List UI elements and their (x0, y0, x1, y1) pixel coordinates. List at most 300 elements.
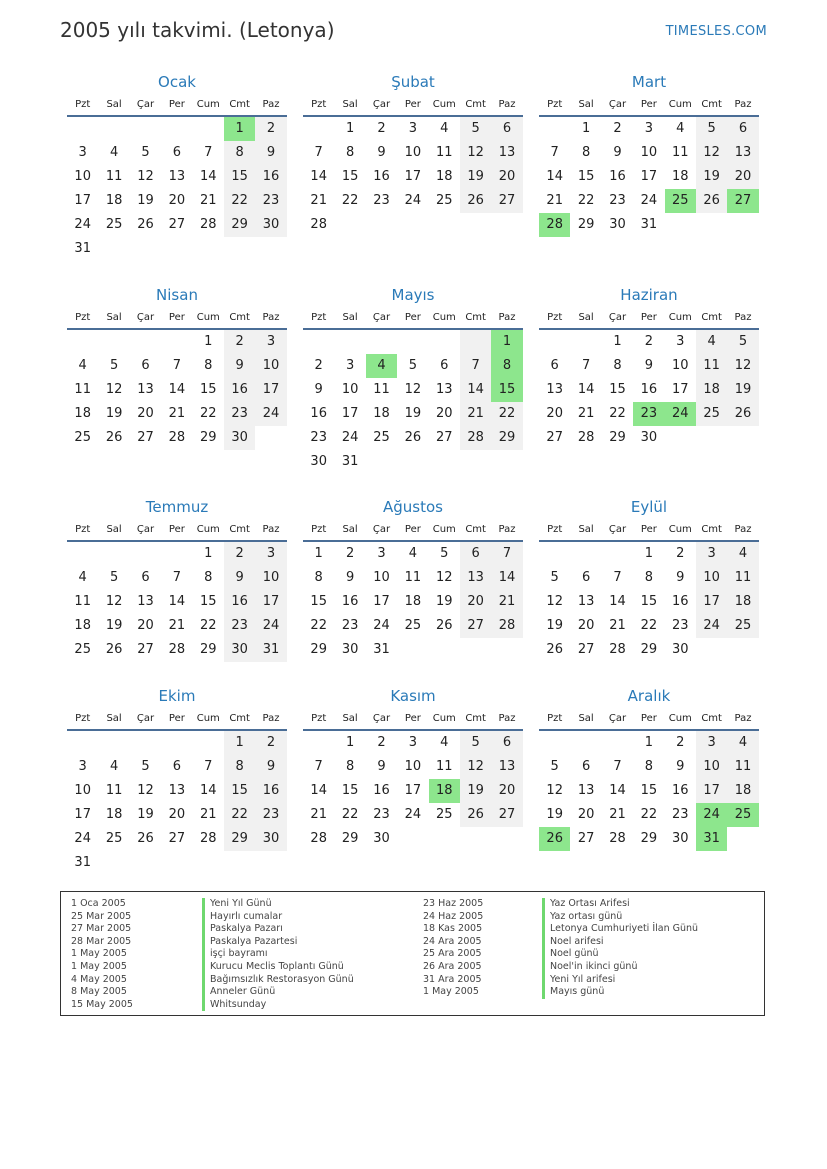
day-cell: 26 (105, 430, 123, 445)
day-cell: 23 (373, 807, 390, 822)
day-cell: 13 (137, 382, 154, 397)
day-cell: 2 (255, 731, 286, 755)
empty-cell (98, 117, 129, 141)
day-cell: 3 (408, 735, 417, 750)
month-calendar (539, 686, 759, 851)
empty-cell (539, 117, 570, 141)
day-cell: 14 (546, 169, 563, 184)
legend-date: 31 Ara 2005 (423, 973, 482, 985)
day-cell: 13 (460, 566, 491, 590)
weekday-header (303, 308, 523, 328)
legend-date: 23 Haz 2005 (423, 898, 484, 909)
weekday-label: Pzt (311, 312, 327, 323)
empty-cell (303, 330, 334, 354)
empty-cell (98, 330, 129, 354)
day-cell: 7 (204, 145, 213, 160)
day-cell: 9 (314, 382, 323, 397)
day-cell: 10 (74, 169, 91, 184)
day-cell: 26 (137, 831, 154, 846)
month-name: Şubat (391, 73, 435, 91)
empty-cell (98, 237, 129, 261)
day-cell: 25 (696, 402, 727, 426)
legend-holiday-name: Noel'in ikinci günü (542, 961, 698, 974)
day-cell: 7 (314, 145, 323, 160)
day-cell: 8 (644, 570, 653, 585)
day-cell: 9 (255, 141, 286, 165)
day-cell: 7 (460, 354, 491, 378)
day-cell: 2 (676, 546, 685, 561)
month-name: Mayıs (391, 286, 435, 304)
day-cell: 19 (546, 807, 563, 822)
legend-holiday-name: Paskalya Pazartesi (202, 936, 354, 949)
day-cell: 24 (696, 803, 727, 827)
legend-date: 1 May 2005 (423, 986, 479, 998)
day-cell: 12 (137, 783, 154, 798)
day-cell: 24 (74, 831, 91, 846)
legend-date: 8 May 2005 (71, 986, 127, 998)
day-cell: 17 (404, 169, 422, 184)
day-cell: 21 (168, 618, 186, 633)
weekday-header (303, 520, 523, 540)
day-cell: 8 (581, 145, 591, 160)
legend-date: 18 Kas 2005 (423, 923, 483, 935)
day-cell: 11 (727, 566, 758, 590)
day-cell: 17 (696, 779, 727, 803)
day-cell: 25 (74, 642, 91, 657)
day-cell: 4 (440, 735, 449, 750)
day-cell: 21 (546, 193, 563, 208)
day-cell: 23 (609, 193, 626, 208)
day-cell: 1 (224, 117, 255, 141)
empty-cell (366, 213, 397, 237)
day-cell: 19 (105, 406, 123, 421)
day-cell: 24 (255, 402, 286, 426)
day-cell: 22 (640, 807, 658, 822)
day-cell: 11 (74, 594, 91, 609)
day-cell: 7 (314, 759, 323, 774)
day-cell: 15 (341, 169, 359, 184)
empty-cell (303, 731, 334, 755)
day-cell: 18 (105, 807, 123, 822)
day-cell: 9 (224, 354, 255, 378)
day-cell: 9 (224, 566, 255, 590)
day-cell: 27 (491, 803, 522, 827)
empty-cell (665, 426, 696, 450)
day-cell: 5 (408, 358, 417, 373)
day-cell: 20 (137, 618, 154, 633)
day-cell: 23 (224, 614, 255, 638)
weekday-label: Per (640, 524, 657, 535)
day-cell: 13 (491, 755, 522, 779)
legend-holiday-name: Yeni Yıl arifesi (542, 974, 698, 987)
day-cell: 13 (168, 783, 186, 798)
day-cell: 11 (696, 354, 727, 378)
day-cell: 22 (310, 618, 327, 633)
weekday-label: Çar (608, 312, 627, 323)
day-grid (539, 731, 759, 851)
weekday-label: Paz (262, 312, 280, 323)
day-cell: 16 (341, 594, 359, 609)
day-cell: 28 (199, 831, 217, 846)
day-cell: 22 (577, 193, 595, 208)
empty-cell (98, 542, 129, 566)
day-cell: 29 (199, 430, 217, 445)
day-cell: 9 (644, 358, 653, 373)
day-cell: 27 (491, 189, 522, 213)
empty-cell (193, 237, 224, 261)
day-cell: 11 (435, 145, 453, 160)
day-grid (67, 542, 287, 662)
day-cell: 30 (310, 454, 327, 469)
day-cell: 4 (109, 759, 119, 774)
empty-cell (460, 827, 491, 851)
day-cell: 24 (404, 807, 422, 822)
empty-cell (727, 827, 758, 851)
day-cell: 27 (546, 430, 563, 445)
day-cell: 20 (491, 165, 522, 189)
month-name: Ağustos (383, 498, 443, 516)
day-cell: 14 (609, 594, 626, 609)
empty-cell (366, 450, 397, 474)
legend-date: 1 May 2005 (71, 948, 127, 960)
weekday-label: Çar (608, 524, 627, 535)
day-cell: 8 (345, 145, 355, 160)
empty-cell (570, 542, 601, 566)
weekday-label: Per (404, 524, 421, 535)
day-cell: 19 (137, 193, 154, 208)
month-name: Ocak (158, 73, 196, 91)
day-cell: 19 (696, 165, 727, 189)
day-cell: 12 (696, 141, 727, 165)
day-cell: 2 (377, 735, 386, 750)
day-cell: 5 (696, 117, 727, 141)
day-cell: 10 (640, 145, 658, 160)
weekday-label: Pzt (311, 713, 327, 724)
legend-holiday-name: Bağımsızlık Restorasyon Günü (202, 974, 354, 987)
day-cell: 1 (345, 735, 355, 750)
day-cell: 31 (74, 241, 91, 256)
weekday-label: Cmt (465, 312, 486, 323)
day-cell: 29 (577, 217, 595, 232)
day-cell: 27 (577, 642, 595, 657)
weekday-label: Cmt (701, 524, 722, 535)
day-cell: 10 (255, 566, 286, 590)
month-calendar (303, 497, 523, 662)
month-name: Temmuz (145, 498, 209, 516)
day-cell: 25 (727, 803, 758, 827)
empty-cell (727, 426, 758, 450)
day-cell: 1 (644, 735, 653, 750)
day-cell: 29 (640, 642, 658, 657)
legend-date: 28 Mar 2005 (71, 935, 132, 947)
weekday-label: Cum (432, 312, 456, 323)
day-cell: 16 (640, 382, 658, 397)
day-cell: 5 (109, 570, 119, 585)
day-cell: 2 (224, 542, 255, 566)
day-cell: 18 (105, 193, 123, 208)
day-cell: 20 (168, 193, 186, 208)
day-cell: 2 (255, 117, 286, 141)
day-cell: 23 (224, 402, 255, 426)
weekday-label: Çar (372, 312, 391, 323)
empty-cell (255, 851, 286, 875)
empty-cell (161, 117, 192, 141)
day-cell: 5 (141, 759, 150, 774)
day-cell: 12 (435, 570, 453, 585)
day-cell: 13 (137, 594, 154, 609)
weekday-label: Çar (136, 99, 155, 110)
day-cell: 18 (671, 169, 689, 184)
day-cell: 20 (577, 807, 595, 822)
empty-cell (303, 117, 334, 141)
day-cell: 13 (168, 169, 186, 184)
day-grid (303, 542, 523, 662)
day-cell: 14 (310, 783, 327, 798)
month-name: Nisan (156, 286, 198, 304)
day-cell: 9 (377, 759, 386, 774)
day-cell: 18 (435, 169, 453, 184)
day-cell: 15 (609, 382, 626, 397)
empty-cell (161, 851, 192, 875)
weekday-label: Pzt (75, 312, 91, 323)
day-cell: 17 (255, 378, 286, 402)
day-cell: 25 (435, 193, 453, 208)
day-cell: 31 (341, 454, 359, 469)
day-cell: 4 (440, 121, 449, 136)
holiday-legend (60, 891, 765, 1016)
legend-left-dates (71, 898, 133, 1011)
day-cell: 2 (345, 546, 355, 561)
day-cell: 17 (341, 406, 359, 421)
empty-cell (539, 731, 570, 755)
empty-cell (429, 330, 460, 354)
day-cell: 28 (310, 831, 327, 846)
day-cell: 25 (435, 807, 453, 822)
day-cell: 17 (404, 783, 422, 798)
day-cell: 22 (640, 618, 658, 633)
day-cell: 20 (460, 590, 491, 614)
month-name: Ekim (158, 687, 196, 705)
day-cell: 2 (644, 334, 653, 349)
day-cell: 10 (373, 570, 390, 585)
day-cell: 30 (255, 827, 286, 851)
weekday-label: Sal (106, 713, 122, 724)
day-cell: 6 (460, 542, 491, 566)
day-cell: 8 (644, 759, 653, 774)
day-cell: 19 (460, 779, 491, 803)
weekday-label: Paz (498, 713, 516, 724)
weekday-label: Sal (578, 524, 594, 535)
empty-cell (570, 330, 601, 354)
legend-date: 24 Ara 2005 (423, 935, 482, 947)
weekday-header (303, 95, 523, 115)
day-cell: 17 (373, 594, 390, 609)
weekday-label: Cmt (465, 713, 486, 724)
legend-holiday-name: Whitsunday (202, 999, 354, 1012)
day-cell: 16 (671, 594, 689, 609)
weekday-header (539, 308, 759, 328)
day-cell: 25 (105, 217, 123, 232)
day-cell: 26 (460, 189, 491, 213)
day-cell: 3 (345, 358, 355, 373)
day-cell: 16 (224, 378, 255, 402)
day-cell: 27 (137, 430, 154, 445)
month-calendar (67, 285, 287, 450)
legend-holiday-name: işçi bayramı (202, 948, 354, 961)
legend-date: 27 Mar 2005 (71, 923, 132, 935)
weekday-label: Paz (734, 524, 752, 535)
day-cell: 29 (199, 642, 217, 657)
weekday-label: Sal (342, 312, 358, 323)
empty-cell (665, 213, 696, 237)
weekday-label: Cmt (701, 99, 722, 110)
weekday-label: Paz (734, 99, 752, 110)
month-calendar (539, 497, 759, 662)
empty-cell (460, 213, 491, 237)
day-cell: 23 (341, 618, 359, 633)
weekday-label: Per (168, 524, 185, 535)
day-cell: 12 (404, 382, 422, 397)
legend-holiday-name: Noel günü (542, 948, 698, 961)
legend-holiday-name: Mayıs günü (542, 986, 698, 999)
weekday-label: Cmt (465, 99, 486, 110)
weekday-label: Cum (432, 524, 456, 535)
day-cell: 30 (373, 831, 390, 846)
empty-cell (161, 330, 192, 354)
day-cell: 26 (404, 430, 422, 445)
legend-left-names (202, 898, 354, 1011)
day-cell: 28 (199, 217, 217, 232)
empty-cell (727, 638, 758, 662)
month-calendar (539, 285, 759, 450)
day-cell: 14 (168, 382, 186, 397)
day-cell: 11 (74, 382, 91, 397)
empty-cell (130, 542, 161, 566)
day-cell: 13 (577, 594, 595, 609)
weekday-label: Çar (372, 524, 391, 535)
day-cell: 26 (105, 642, 123, 657)
weekday-label: Çar (372, 713, 391, 724)
day-cell: 21 (577, 406, 595, 421)
weekday-header (539, 709, 759, 729)
empty-cell (696, 213, 727, 237)
day-cell: 10 (255, 354, 286, 378)
day-cell: 22 (199, 406, 217, 421)
empty-cell (460, 450, 491, 474)
empty-cell (460, 330, 491, 354)
empty-cell (130, 851, 161, 875)
site-link[interactable]: TIMESLES.COM (665, 24, 767, 39)
day-cell: 8 (224, 755, 255, 779)
weekday-label: Çar (608, 99, 627, 110)
weekday-label: Sal (578, 713, 594, 724)
day-cell: 27 (137, 642, 154, 657)
day-cell: 22 (609, 406, 626, 421)
day-cell: 19 (105, 618, 123, 633)
day-cell: 3 (676, 334, 685, 349)
weekday-label: Çar (136, 713, 155, 724)
empty-cell (397, 827, 428, 851)
day-cell: 18 (74, 406, 91, 421)
day-cell: 12 (105, 594, 123, 609)
month-name: Eylül (630, 498, 668, 516)
day-cell: 8 (491, 354, 522, 378)
weekday-label: Cum (668, 524, 692, 535)
weekday-label: Per (640, 312, 657, 323)
day-cell: 2 (613, 121, 622, 136)
month-calendar (303, 72, 523, 237)
weekday-label: Cum (196, 99, 220, 110)
day-cell: 30 (609, 217, 626, 232)
empty-cell (334, 330, 365, 354)
weekday-label: Sal (106, 99, 122, 110)
day-cell: 18 (727, 590, 758, 614)
empty-cell (491, 450, 522, 474)
day-cell: 20 (137, 406, 154, 421)
day-cell: 1 (491, 330, 522, 354)
day-cell: 19 (137, 807, 154, 822)
day-cell: 14 (577, 382, 595, 397)
day-cell: 31 (74, 855, 91, 870)
day-cell: 13 (546, 382, 563, 397)
day-cell: 3 (78, 145, 87, 160)
day-cell: 17 (74, 807, 91, 822)
day-cell: 14 (310, 169, 327, 184)
day-cell: 8 (613, 358, 622, 373)
day-cell: 13 (491, 141, 522, 165)
month-name: Aralık (627, 687, 671, 705)
legend-holiday-name: Hayırlı cumalar (202, 911, 354, 924)
day-cell: 27 (727, 189, 758, 213)
day-cell: 16 (373, 783, 390, 798)
day-cell: 4 (78, 358, 87, 373)
empty-cell (98, 851, 129, 875)
empty-cell (161, 731, 192, 755)
day-cell: 10 (696, 566, 727, 590)
day-cell: 21 (199, 807, 217, 822)
day-cell: 25 (404, 618, 422, 633)
day-cell: 30 (224, 638, 255, 662)
day-cell: 23 (255, 803, 286, 827)
weekday-label: Pzt (311, 99, 327, 110)
empty-cell (161, 542, 192, 566)
weekday-label: Sal (106, 312, 122, 323)
day-cell: 26 (435, 618, 453, 633)
day-cell: 6 (727, 117, 758, 141)
day-cell: 14 (199, 169, 217, 184)
day-cell: 19 (460, 165, 491, 189)
day-cell: 12 (546, 594, 563, 609)
day-cell: 15 (341, 783, 359, 798)
day-cell: 1 (204, 546, 213, 561)
day-cell: 10 (74, 783, 91, 798)
weekday-label: Cmt (229, 713, 250, 724)
legend-date: 1 May 2005 (71, 960, 127, 972)
day-cell: 13 (577, 783, 595, 798)
legend-right-dates (423, 898, 483, 999)
empty-cell (460, 638, 491, 662)
day-cell: 22 (341, 193, 359, 208)
empty-cell (602, 731, 633, 755)
day-cell: 15 (640, 594, 658, 609)
weekday-header (303, 709, 523, 729)
day-cell: 12 (727, 354, 758, 378)
empty-cell (602, 542, 633, 566)
weekday-label: Sal (578, 99, 594, 110)
day-cell: 17 (255, 590, 286, 614)
legend-holiday-name: Letonya Cumhuriyeti İlan Günü (542, 923, 698, 936)
weekday-label: Pzt (547, 524, 563, 535)
